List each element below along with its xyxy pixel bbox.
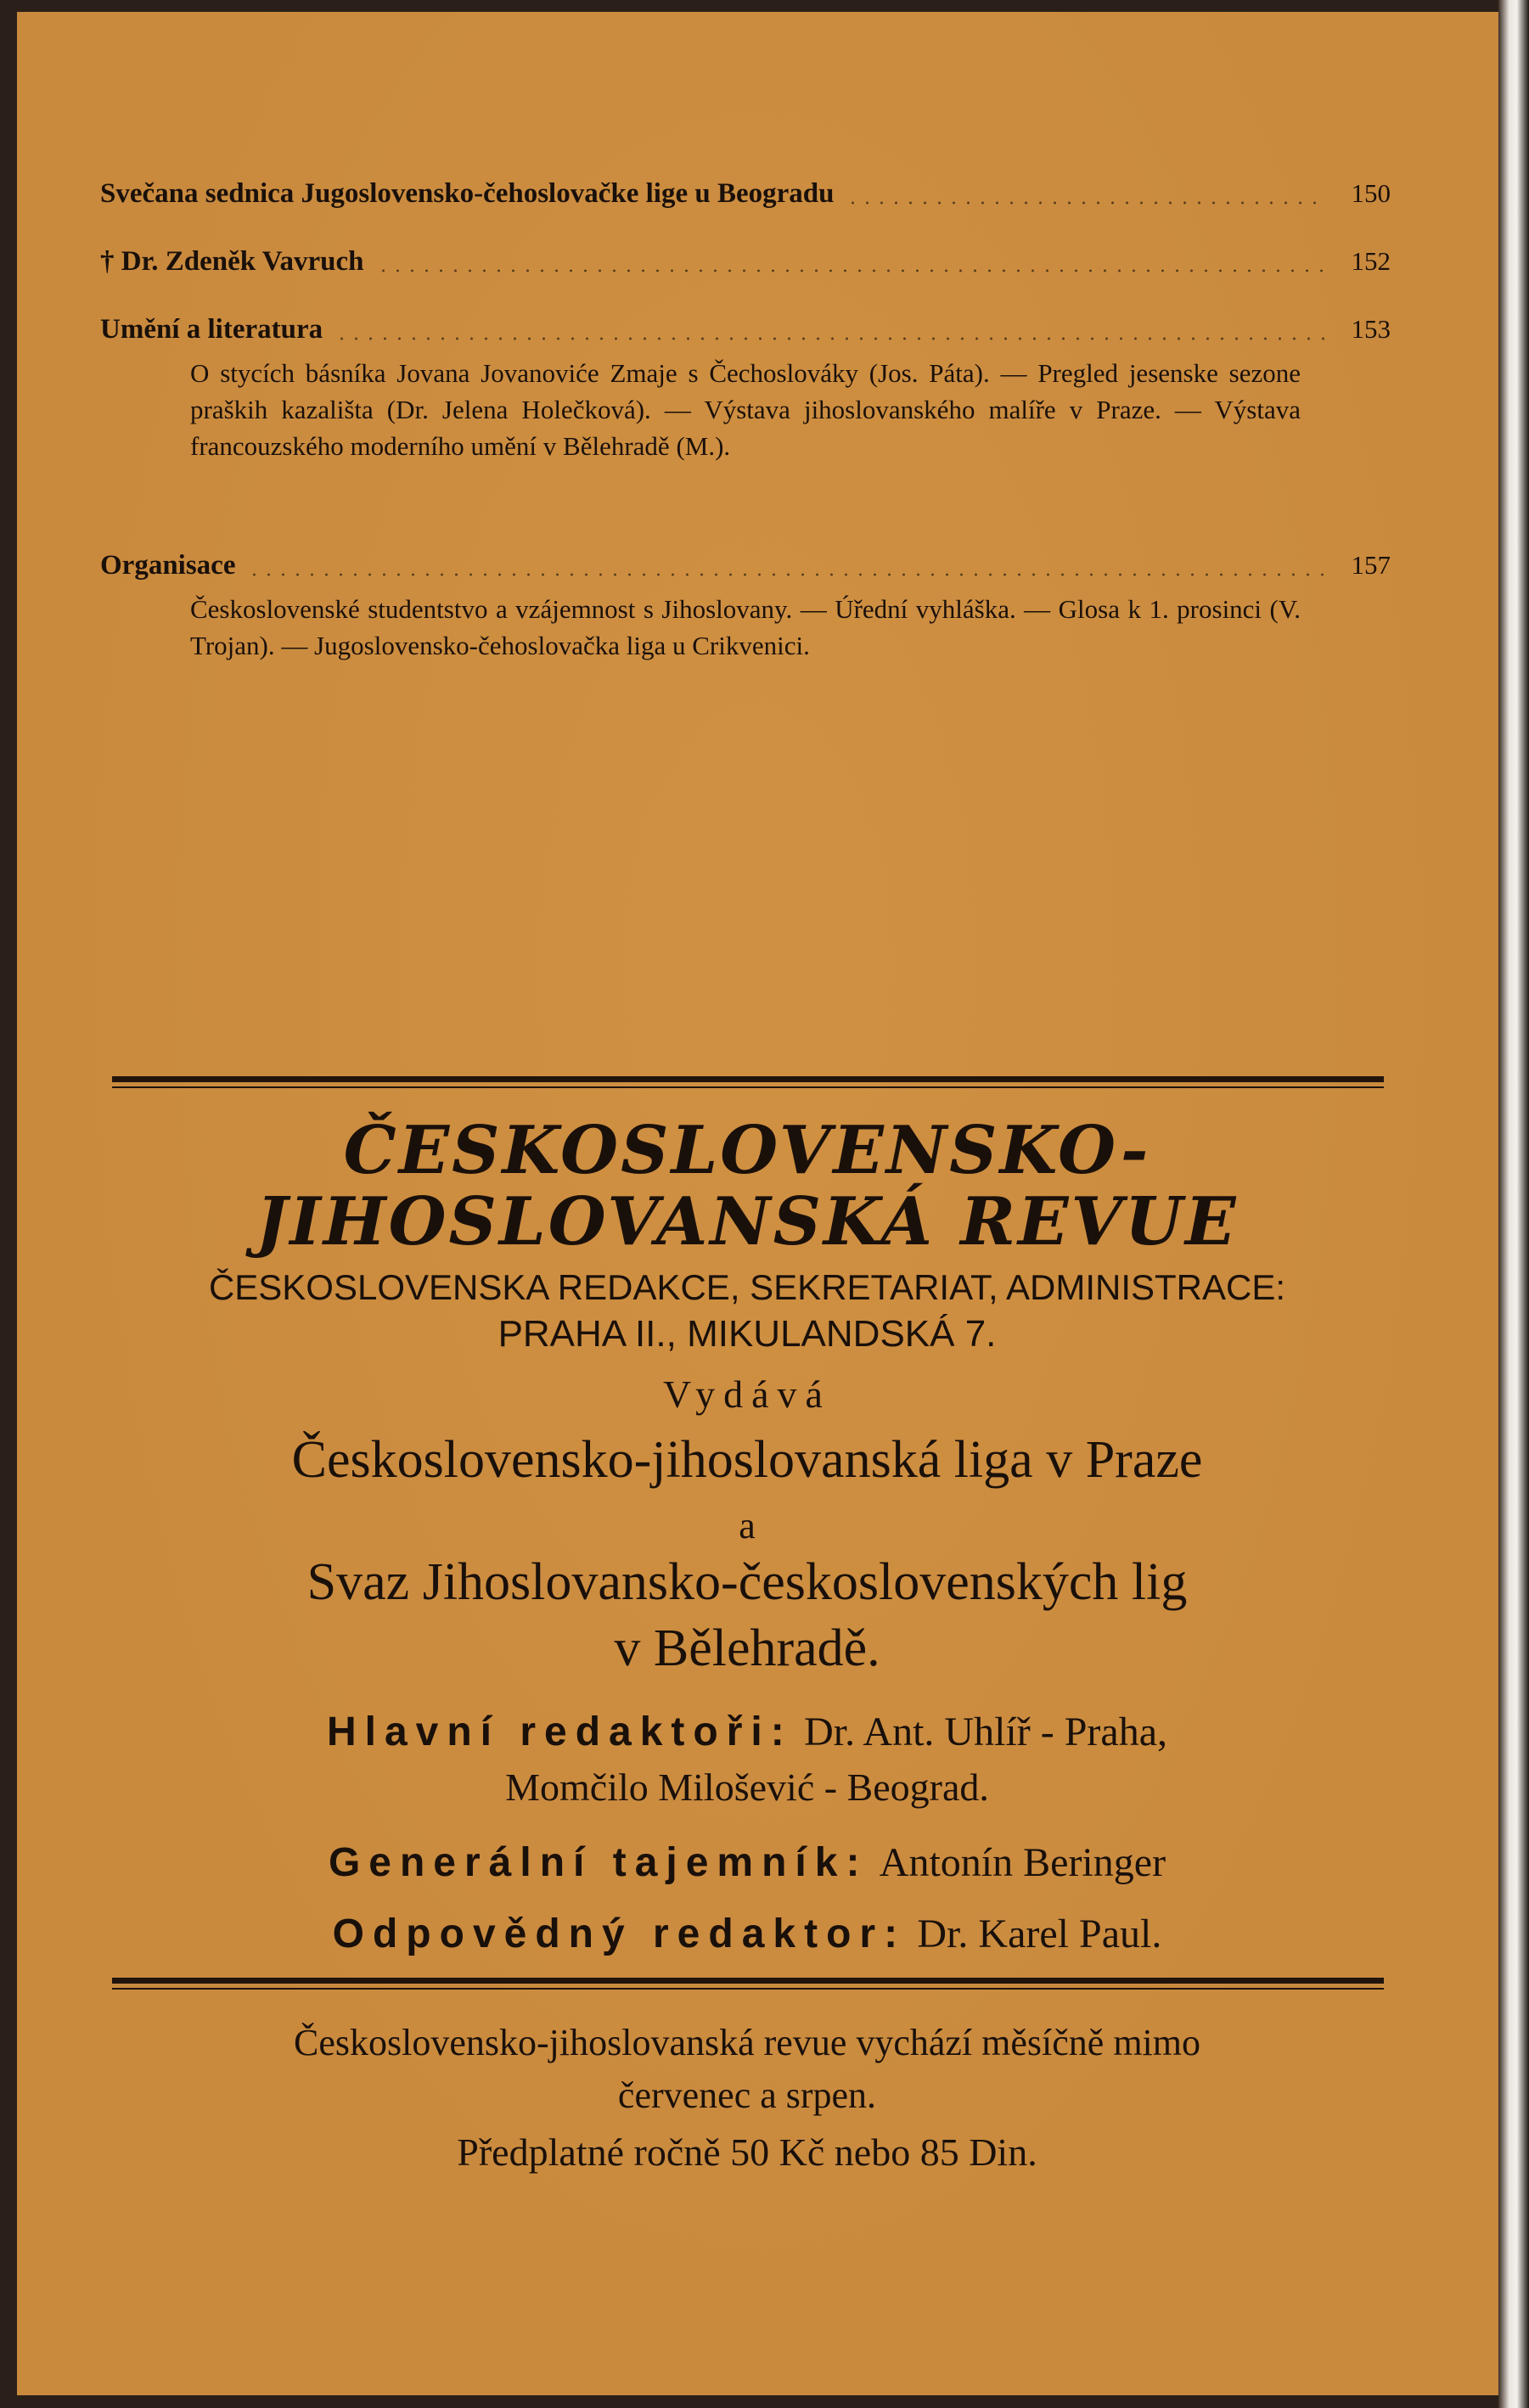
footer-line-2: červenec a srpen. [617, 2074, 877, 2116]
dot-leader [846, 201, 1326, 205]
publisher-label: Vydává [663, 1372, 831, 1416]
toc-entry-description [190, 591, 1301, 664]
editors [102, 1708, 1392, 1757]
dot-leader [376, 269, 1326, 272]
divider [112, 1086, 1384, 1088]
secretary-label: Generální tajemník: [328, 1840, 868, 1885]
toc-entry [100, 314, 1391, 464]
footer-line-3: Předplatné ročně 50 Kč nebo 85 Din. [457, 2130, 1037, 2174]
publisher-conjunction: a [739, 1505, 756, 1546]
address-line-2: PRAHA II., MIKULANDSKÁ 7. [497, 1313, 997, 1355]
footer-line-1: Československo-jihoslovanská revue vychází měsíčně mimo [294, 2022, 1200, 2063]
toc-entry [100, 550, 1391, 664]
toc-entry-description-text: Československé studentstvo a vzájemnost s Jihoslovany. — Úřední vyhláška. — Glosa k 1. prosinci (V. Trojan). — Jugoslovensko-čehoslovačka liga u Crikvenici. [190, 594, 1301, 660]
toc-entry-description [190, 355, 1301, 464]
publisher-org-1: Československo-jihoslovanská liga v Praze [291, 1431, 1203, 1489]
editors-label: Hlavní redaktoři: [326, 1709, 793, 1754]
toc-entry-description-text: O stycích básníka Jovana Jovanoviće Zmaje s Čechoslováky (Jos. Páta). — Pregled jesenske sezone praških kazališta (Dr. Jelena Holečková). — Výstava jihoslovanského malíře v Praze. — Výstava francouzského moderního umění v Bělehradě (M.). [190, 358, 1301, 461]
responsible-editor [102, 1910, 1392, 1959]
toc-entry [100, 178, 1391, 214]
publisher-org-2-city: v Bělehradě. [614, 1619, 880, 1677]
masthead-line-2: JIHOSLOVANSKÁ REVUE [256, 1183, 1239, 1260]
secretary-name: Antonín Beringer [879, 1840, 1166, 1885]
editors-name-2: Momčilo Milošević - Beograd. [505, 1765, 989, 1809]
toc-entry-page: 152 [1351, 246, 1391, 276]
toc-entry-page: 150 [1351, 178, 1391, 208]
responsible-name: Dr. Karel Paul. [917, 1911, 1162, 1956]
secretary [102, 1838, 1392, 1888]
toc-entry-title: Organisace [100, 550, 236, 581]
masthead-line-1: ČESKOSLOVENSKO- [343, 1112, 1151, 1189]
dot-leader [334, 337, 1326, 340]
address-line-1: ČESKOSLOVENSKA REDAKCE, SEKRETARIAT, ADMINISTRACE: [208, 1267, 1286, 1307]
toc-entry-title: † Dr. Zdeněk Vavruch [100, 246, 364, 277]
magazine-page [17, 12, 1498, 2395]
toc-entry-page: 153 [1351, 314, 1391, 344]
divider [112, 1076, 1384, 1082]
divider [112, 1988, 1384, 1990]
page-edge [1498, 0, 1529, 2408]
toc-entry-page: 157 [1351, 550, 1391, 580]
responsible-label: Odpovědný redaktor: [332, 1911, 907, 1956]
toc-entry-title: Umění a literatura [100, 314, 323, 345]
publisher-org-2: Svaz Jihoslovansko-československých lig [306, 1553, 1188, 1611]
divider [112, 1978, 1384, 1984]
editors-name: Dr. Ant. Uhlíř - Praha, [804, 1709, 1168, 1754]
dot-leader [247, 573, 1326, 576]
toc-entry [100, 246, 1391, 282]
toc-entry-title: Svečana sednica Jugoslovensko-čehoslovačke lige u Beogradu [100, 178, 835, 209]
